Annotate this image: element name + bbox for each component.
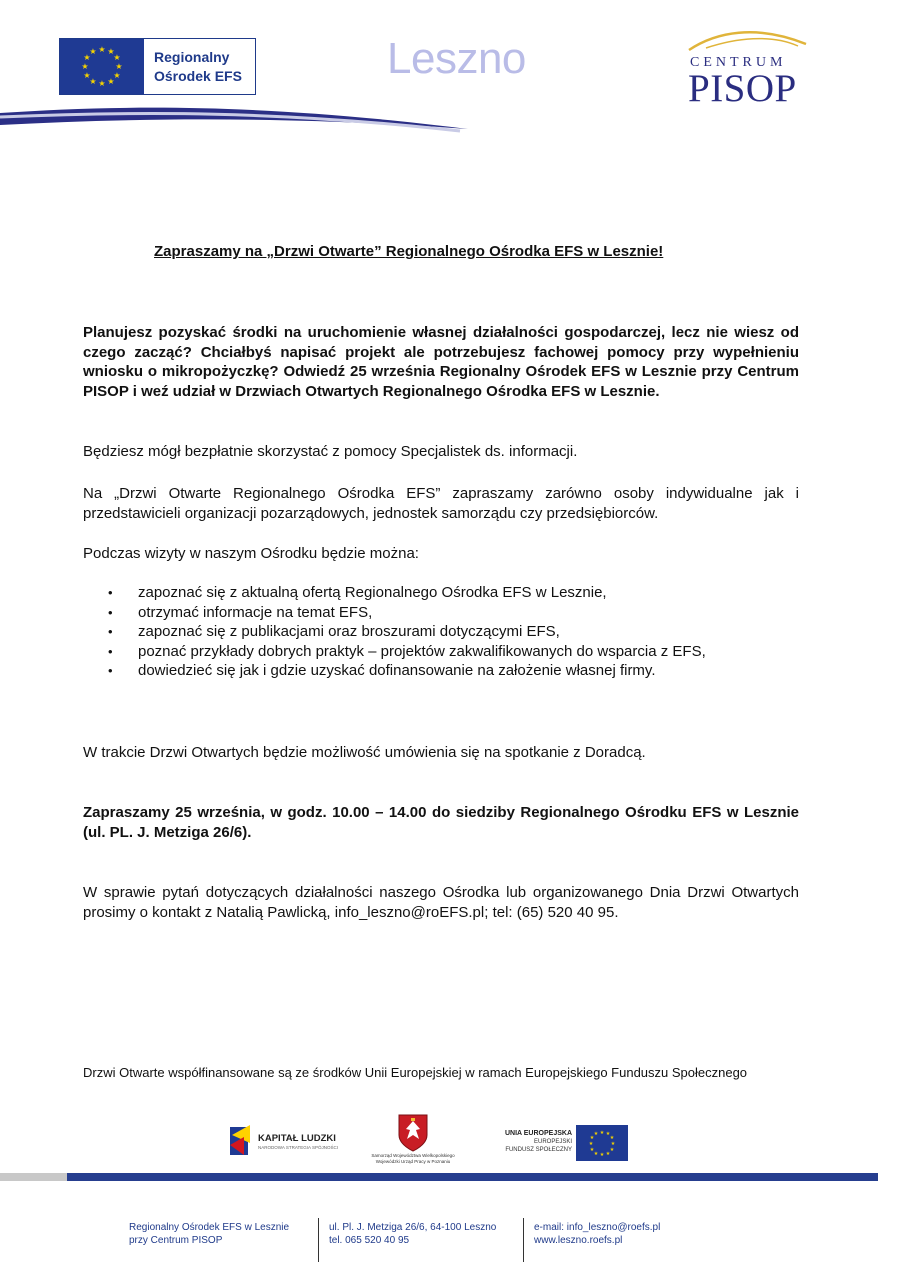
pisop-logo (686, 24, 810, 114)
svg-text:★: ★ (113, 53, 121, 62)
footer-email-link[interactable]: e-mail: info_leszno@roefs.pl (534, 1222, 661, 1233)
city-name: Leszno (387, 34, 526, 83)
list-item: • poznać przykłady dobrych praktyk – projektów zakwalifikowanych do wsparcia z EFS, (108, 642, 706, 662)
crest-line1: Samorząd Województwa Wielkopolskiego (371, 1153, 455, 1158)
visit-paragraph: Podczas wizyty w naszym Ośrodku będzie można: (83, 545, 419, 562)
eagle-crest-icon (358, 1113, 468, 1153)
efs-logo-line2: Ośrodek EFS (154, 68, 242, 84)
crest-caption (358, 1153, 468, 1165)
footer-office-line1: Regionalny Ośrodek EFS w Lesznie (129, 1222, 290, 1233)
svg-text:★: ★ (593, 1151, 599, 1157)
specialists-paragraph: Będziesz mógł bezpłatnie skorzystać z pomocy Specjalistek ds. informacji. (83, 443, 578, 460)
pisop-arc-icon (686, 24, 810, 54)
list-item: • otrzymać informacje na temat EFS, (108, 603, 706, 623)
invite-paragraph: Na „Drzwi Otwarte Regionalnego Ośrodka EFS” zapraszamy zarówno osoby indywidualne jak i przedstawicieli organizacji pozarządowych, jednostek samorządu czy przedsiębiorców. (83, 485, 799, 522)
kapital-ludzki-icon (228, 1123, 254, 1159)
svg-text:★: ★ (609, 1135, 615, 1141)
svg-text:★: ★ (98, 79, 106, 88)
eu-efs-logo (500, 1125, 630, 1163)
ue-line3: FUNDUSZ SPOŁECZNY (505, 1146, 572, 1153)
svg-text:★: ★ (113, 71, 121, 80)
svg-text:★: ★ (599, 1152, 605, 1158)
svg-text:★: ★ (107, 47, 115, 56)
svg-text:★: ★ (83, 53, 91, 62)
footer-col-address (329, 1221, 496, 1247)
footer-col-contact (534, 1221, 660, 1247)
pisop-name: PISOP (688, 67, 797, 110)
benefits-list (108, 583, 706, 681)
footer-website-link[interactable]: www.leszno.roefs.pl (534, 1235, 623, 1246)
advisor-paragraph: W trakcie Drzwi Otwartych będzie możliwość umówienia się na spotkanie z Doradcą. (83, 744, 646, 761)
footer-bar-grey (0, 1173, 67, 1181)
svg-text:★: ★ (609, 1147, 615, 1153)
kapital-ludzki-sub: NARODOWA STRATEGIA SPÓJNOŚCI (258, 1145, 339, 1150)
footer-divider (318, 1218, 319, 1262)
kapital-ludzki-name: KAPITAŁ LUDZKI (258, 1133, 336, 1144)
footer-col-office (129, 1221, 289, 1247)
date-paragraph: Zapraszamy 25 września, w godz. 10.00 – 14.00 do siedziby Regionalnego Ośrodku EFS w Lesznie (ul. PL. J. Metziga 26/6). (83, 804, 799, 841)
svg-text:★: ★ (81, 62, 89, 71)
svg-text:★: ★ (115, 62, 123, 71)
svg-text:★: ★ (89, 77, 97, 86)
svg-text:★: ★ (89, 47, 97, 56)
footer-address-line: ul. Pl. J. Metziga 26/6, 64-100 Leszno (329, 1222, 497, 1233)
crest-line2: Wojewódzki Urząd Pracy w Poznaniu (375, 1159, 451, 1164)
cofinancing-note: Drzwi Otwarte współfinansowane są ze środków Unii Europejskiej w ramach Europejskiego Funduszu Społecznego (83, 1065, 748, 1080)
footer-phone-line: tel. 065 520 40 95 (329, 1235, 410, 1246)
kapital-ludzki-logo (228, 1123, 348, 1161)
svg-text:★: ★ (589, 1147, 595, 1153)
pisop-centrum: CENTRUM (690, 55, 787, 70)
header-swoosh (0, 95, 470, 135)
svg-text:★: ★ (107, 77, 115, 86)
efs-logo (59, 38, 256, 95)
page-title: Zapraszamy na „Drzwi Otwarte” Regionalnego Ośrodka EFS w Lesznie! (154, 243, 664, 260)
footer-divider (523, 1218, 524, 1262)
ue-line1: UNIA EUROPEJSKA (504, 1130, 572, 1137)
ue-line2: EUROPEJSKI (533, 1139, 572, 1145)
svg-text:★: ★ (599, 1130, 605, 1136)
efs-logo-text (154, 48, 242, 86)
svg-text:★: ★ (610, 1141, 616, 1147)
footer-bar-blue (67, 1173, 878, 1181)
list-item: • dowiedzieć się jak i gdzie uzyskać dofinansowanie na założenie własnej firmy. (108, 661, 706, 681)
footer-office-line2: przy Centrum PISOP (129, 1235, 223, 1246)
intro-paragraph: Planujesz pozyskać środki na uruchomienie własnej działalności gospodarczej, lecz nie wiesz od czego zacząć? Chciałbyś napisać projekt ale potrzebujesz fachowej pomocy przy wypełnieniu wniosku o mikropożyczkę? Odwiedź 25 września Regionalny Ośrodek EFS w Lesznie przy Centrum PISOP i weź udział w Drzwiach Otwartych Regionalnego Ośrodka EFS w Lesznie. (83, 324, 799, 400)
efs-logo-line1: Regionalny (154, 49, 230, 65)
svg-text:★: ★ (589, 1135, 595, 1141)
svg-text:★: ★ (83, 71, 91, 80)
list-item: • zapoznać się z publikacjami oraz broszurami dotyczącymi EFS, (108, 622, 706, 642)
svg-text:★: ★ (593, 1131, 599, 1137)
svg-text:★: ★ (98, 45, 106, 54)
eu-flag-small-icon (576, 1125, 628, 1161)
contact-paragraph: W sprawie pytań dotyczących działalności naszego Ośrodka lub organizowanego Dnia Drzwi Otwartych prosimy o kontakt z Natalią Pawlicką, info_leszno@roEFS.pl; tel: (65) 520 40 95. (83, 884, 799, 921)
svg-text:★: ★ (605, 1131, 611, 1137)
wielkopolska-crest-logo (358, 1113, 468, 1173)
ue-fund-text (500, 1139, 572, 1154)
svg-text:★: ★ (605, 1151, 611, 1157)
list-item: • zapoznać się z aktualną ofertą Regionalnego Ośrodka EFS w Lesznie, (108, 583, 706, 603)
svg-text:★: ★ (588, 1141, 594, 1147)
eu-flag-icon (60, 39, 144, 94)
